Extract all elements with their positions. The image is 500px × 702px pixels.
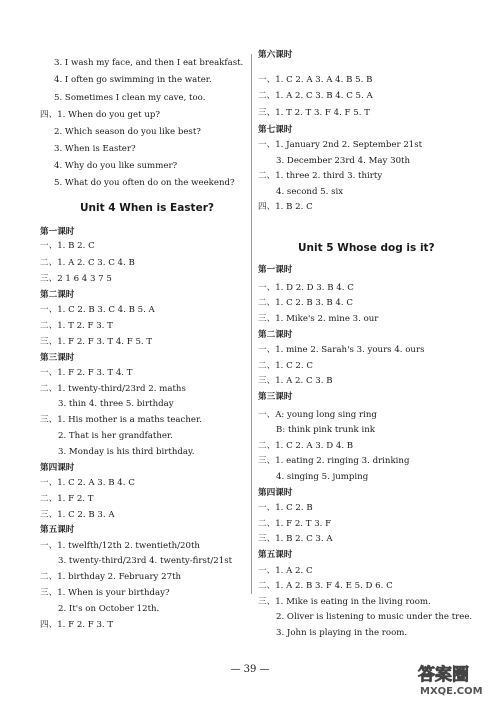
answer-line: 三、1. His mother is a maths teacher. — [40, 415, 202, 425]
answer-line: 二、1. A 2. C 3. B 4. C 5. A — [258, 91, 373, 101]
answer-line: 三、1. When is your birthday? — [40, 588, 170, 598]
answer-line: 4. Why do you like summer? — [54, 161, 178, 171]
answer-line: 三、1. B 2. C 3. A — [258, 534, 333, 544]
lesson-heading: 第四课时 — [40, 463, 75, 473]
lesson-heading: 第三课时 — [258, 392, 293, 402]
answer-line: 一、1. January 2nd 2. September 21st — [258, 140, 423, 150]
lesson-heading: 第五课时 — [258, 550, 293, 560]
lesson-heading: 第五课时 — [40, 525, 75, 535]
answer-line: 二、1. A 2. B 3. F 4. E 5. D 6. C — [258, 581, 393, 591]
answer-line: 四、1. F 2. F 3. T — [40, 620, 114, 630]
answer-line: 3. twenty-third/23rd 4. twenty-first/21st — [58, 556, 233, 566]
answer-line: 3. John is playing in the room. — [276, 628, 408, 638]
answer-line: 二、1. T 2. F 3. T — [40, 321, 113, 331]
answer-line: 3. Monday is his third birthday. — [58, 447, 195, 457]
answer-line: 一、1. A 2. C — [258, 566, 313, 576]
watermark-top: 答案圈 — [418, 665, 469, 685]
answer-line: 三、1. eating 2. ringing 3. drinking — [258, 456, 410, 466]
answer-line: 3. I wash my face, and then I eat breakfast. — [54, 58, 244, 68]
answer-line: 二、1. birthday 2. February 27th — [40, 572, 182, 582]
answer-line: 二、1. C 2. C — [258, 361, 313, 371]
answer-line: 一、1. B 2. C — [40, 241, 95, 251]
answer-line: 二、1. three 2. third 3. thirty — [258, 171, 383, 181]
lesson-heading: 第一课时 — [40, 227, 75, 237]
page-number: — 39 — — [230, 664, 270, 675]
answer-line: 二、1. F 2. T 3. F — [258, 519, 332, 529]
lesson-heading: 第六课时 — [258, 50, 293, 60]
answer-line: 一、1. mine 2. Sarah's 3. yours 4. ours — [258, 345, 425, 355]
answer-line: 一、1. twelfth/12th 2. twentieth/20th — [40, 541, 200, 551]
lesson-heading: 第四课时 — [258, 488, 293, 498]
lesson-heading: 第七课时 — [258, 125, 293, 135]
unit-title: Unit 4 When is Easter? — [80, 202, 214, 214]
lesson-heading: 第三课时 — [40, 353, 75, 363]
answer-line: 一、1. C 2. A 3. A 4. B 5. B — [258, 75, 373, 85]
answer-line: 4. I often go swimming in the water. — [54, 75, 212, 85]
answer-line: 二、1. F 2. T — [40, 494, 94, 504]
answer-line: 四、1. B 2. C — [258, 202, 313, 212]
lesson-heading: 第二课时 — [258, 330, 293, 340]
lesson-heading: 第二课时 — [40, 290, 75, 300]
answer-line: 四、1. When do you get up? — [40, 110, 160, 120]
lesson-heading: 第一课时 — [258, 265, 293, 275]
answer-line: 2. Which season do you like best? — [54, 127, 201, 137]
answer-line: 三、1. C 2. B 3. A — [40, 510, 115, 520]
answer-line: 三、1. T 2. T 3. F 4. F 5. T — [258, 108, 370, 118]
answer-line: 二、1. A 2. C 3. C 4. B — [40, 258, 135, 268]
watermark-bottom: MXQE.COM — [420, 686, 483, 697]
answer-line: 二、1. C 2. A 3. D 4. B — [258, 441, 354, 451]
unit-title: Unit 5 Whose dog is it? — [298, 242, 435, 254]
answer-line: 5. Sometimes I clean my cave, too. — [54, 93, 206, 103]
answer-line: 3. When is Easter? — [54, 144, 136, 154]
answer-line: 3. December 23rd 4. May 30th — [276, 156, 411, 166]
answer-line: 一、A: young long sing ring — [258, 410, 377, 420]
answer-line: 三、1. Mike's 2. mine 3. our — [258, 314, 379, 324]
answer-line: 一、1. C 2. B 3. C 4. B 5. A — [40, 305, 155, 315]
answer-line: 一、1. F 2. F 3. T 4. T — [40, 368, 133, 378]
answer-line: 二、1. C 2. B 3. B 4. C — [258, 298, 353, 308]
answer-line: 3. thin 4. three 5. birthday — [58, 399, 174, 409]
answer-line: 一、1. C 2. B — [258, 503, 313, 513]
answer-line: 5. What do you often do on the weekend? — [54, 178, 235, 188]
answer-line: B: think pink trunk ink — [276, 425, 375, 435]
answer-line: 三、1. A 2. C 3. B — [258, 376, 333, 386]
answer-line: 三、1. F 2. F 3. T 4. F 5. T — [40, 337, 153, 347]
answer-line: 二、1. twenty-third/23rd 2. maths — [40, 384, 186, 394]
column-divider — [251, 54, 252, 594]
answer-line: 2. Oliver is listening to music under the tree. — [276, 612, 473, 622]
answer-line: 4. singing 5. jumping — [276, 472, 369, 482]
answer-line: 一、1. D 2. D 3. B 4. C — [258, 283, 354, 293]
answer-line: 4. second 5. six — [276, 187, 344, 197]
answer-line: 2. That is her grandfather. — [58, 431, 173, 441]
answer-line: 2. It's on October 12th. — [58, 604, 160, 614]
answer-line: 一、1. C 2. A 3. B 4. C — [40, 478, 135, 488]
answer-line: 三、1. Mike is eating in the living room. — [258, 597, 431, 607]
answer-line: 三、2 1 6 4 3 7 5 — [40, 274, 112, 284]
watermark-logo — [416, 660, 496, 698]
